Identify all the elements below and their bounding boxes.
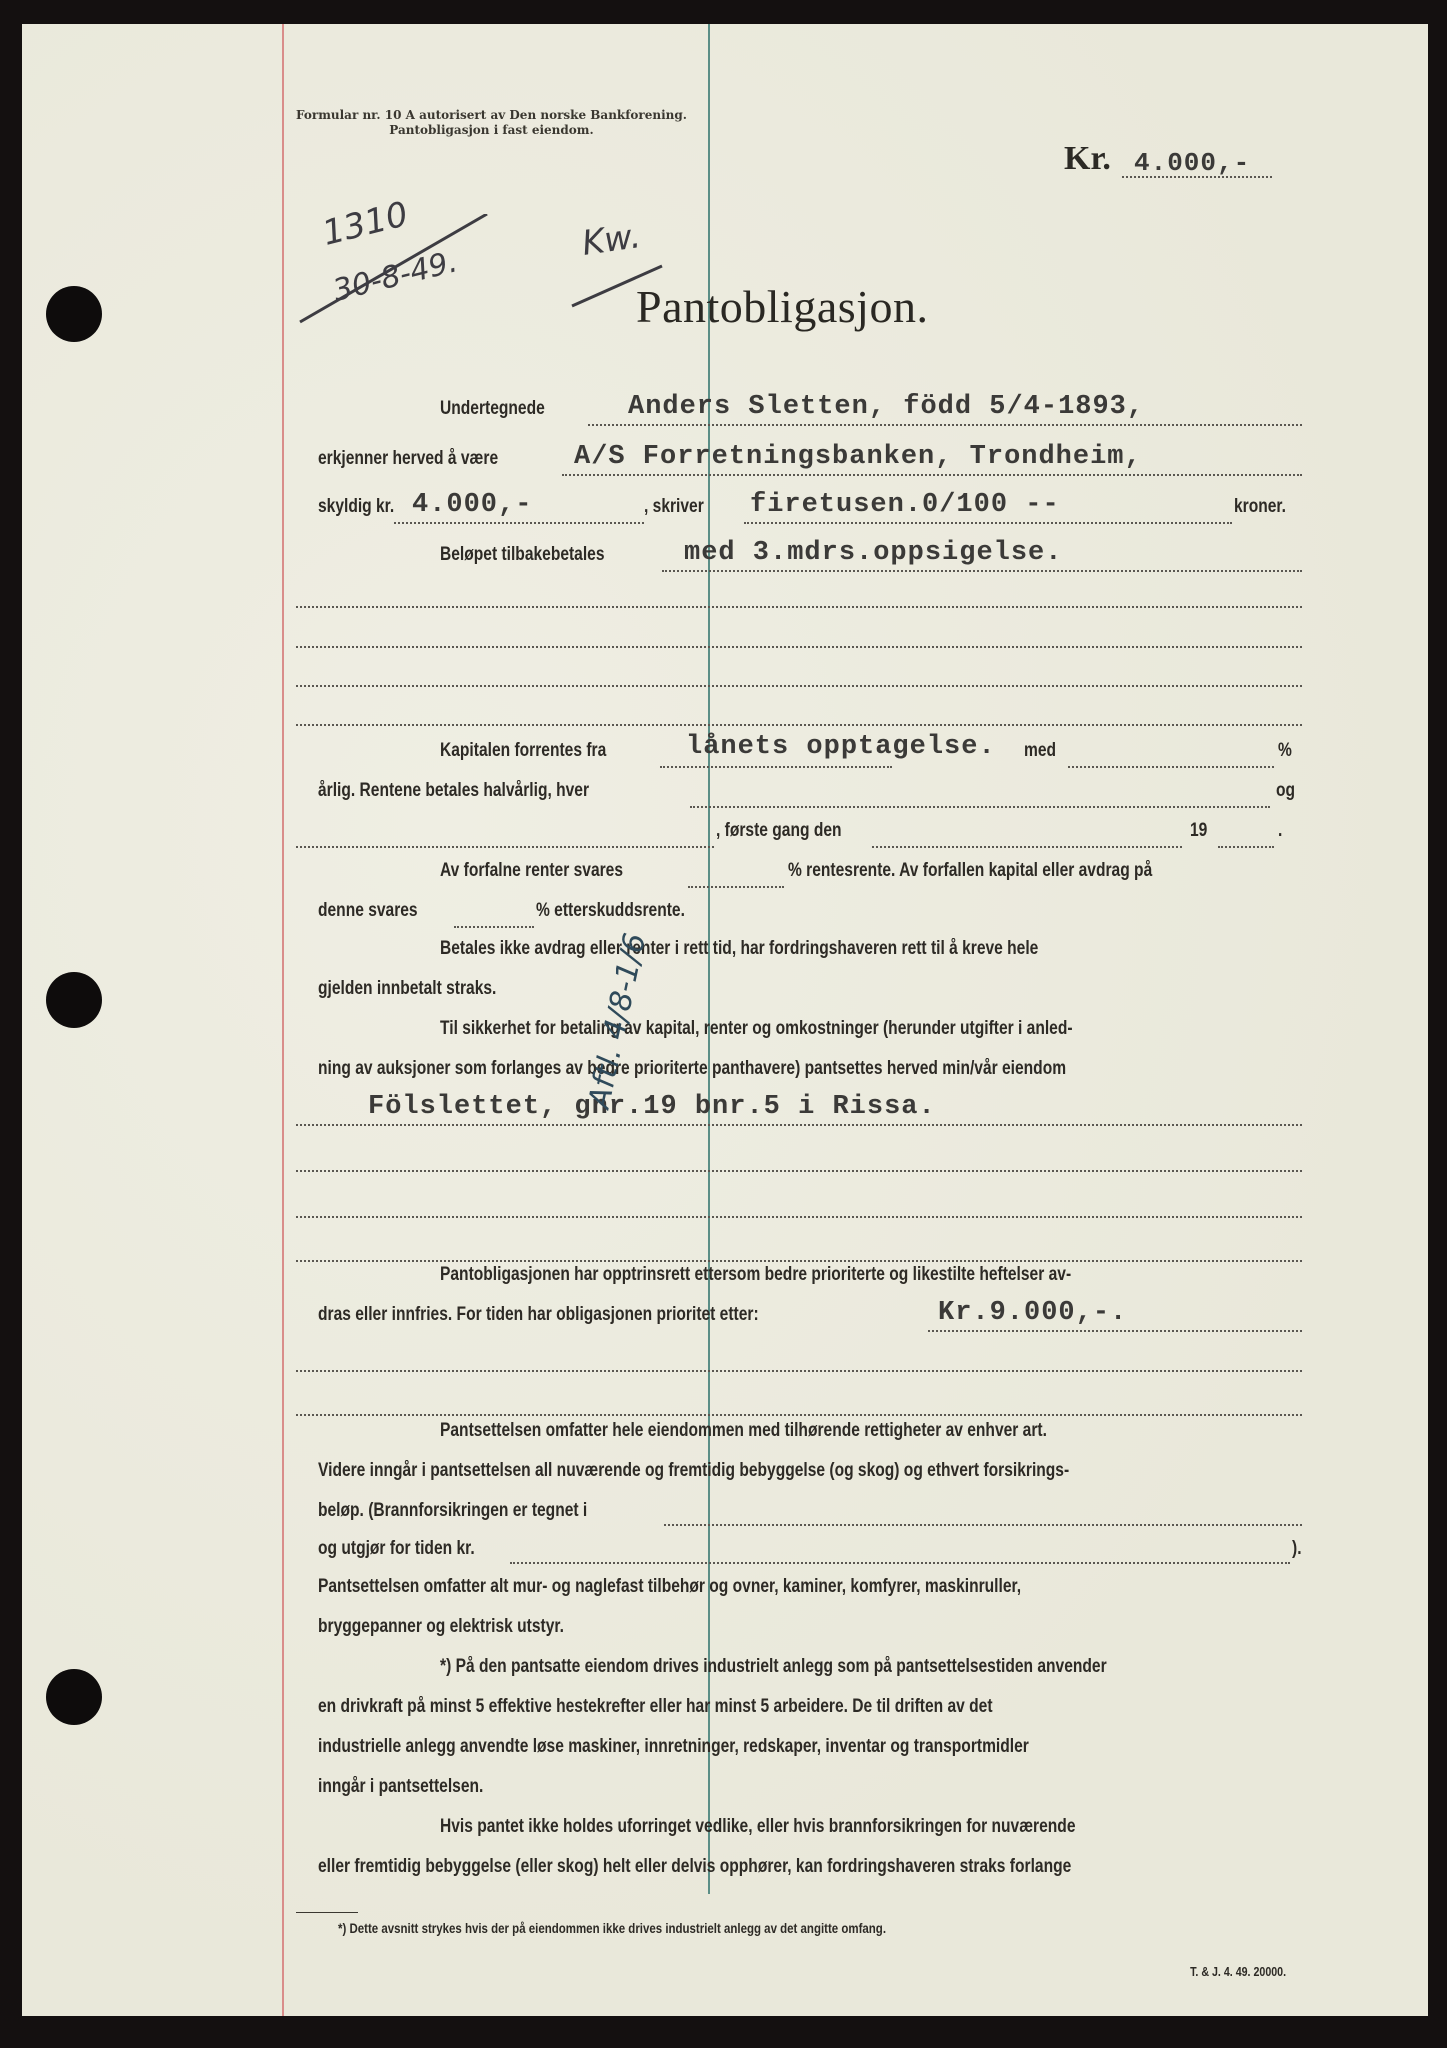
blank-line[interactable]: [296, 724, 1302, 726]
industri-line-3: industrielle anlegg anvendte løse maskiner, innretninger, redskaper, inventar og transportmidler: [318, 1736, 1029, 1757]
forste-gang-date-line[interactable]: [872, 846, 1182, 848]
forfalne-label-b: % rentesrente. Av forfallen kapital eller avdrag på: [788, 860, 1153, 881]
mur-line-1: Pantsettelsen omfatter alt mur- og naglefast tilbehør og ovner, kaminer, komfyrer, maskinruller,: [318, 1576, 1022, 1597]
form-note-line-2: Pantobligasjon i fast eiendom.: [389, 123, 594, 137]
form-note: [296, 108, 687, 138]
undertegnede-label: Undertegnede: [440, 398, 545, 419]
utgjor-label: og utgjør for tiden kr.: [318, 1538, 475, 1559]
footnote: *) Dette avsnitt strykes hvis der på eiendommen ikke drives industrielt anlegg av det angitte omfang.: [338, 1920, 887, 1936]
med-label: med: [1024, 740, 1057, 761]
year-prefix: 19: [1190, 820, 1208, 841]
mur-line-2: bryggepanner og elektrisk utstyr.: [318, 1616, 564, 1637]
etterskudd-line[interactable]: [454, 926, 534, 928]
skyldig-label: skyldig kr.: [318, 496, 395, 517]
opptrinsrett-line-2: dras eller innfries. For tiden har obligasjonen prioritet etter:: [318, 1304, 759, 1325]
tilbakebetales-label: Beløpet tilbakebetales: [440, 544, 605, 565]
tilbakebetales-value[interactable]: med 3.mdrs.oppsigelse.: [684, 538, 1063, 568]
blank-line[interactable]: [296, 1260, 1302, 1262]
vedlike-line-1: Hvis pantet ikke holdes uforringet vedlike, eller hvis brannforsikringen for nuværende: [440, 1816, 1076, 1837]
omfatter-line-2: Videre inngår i pantsettelsen all nuværende og fremtidig bebyggelse (og skog) og ethvert forsikrings-: [318, 1460, 1070, 1481]
blank-line[interactable]: [296, 1170, 1302, 1172]
handwritten-reg-number: 1310: [318, 194, 413, 254]
denne-label-b: % etterskuddsrente.: [536, 900, 685, 921]
printer-mark: T. & J. 4. 49. 20000.: [1189, 1964, 1286, 1979]
industri-line-4: inngår i pantsettelsen.: [318, 1776, 484, 1797]
forste-gang-label: , første gang den: [716, 820, 842, 841]
period: .: [1278, 820, 1283, 841]
punch-hole-icon: [46, 1669, 102, 1725]
skriver-line: [744, 522, 1232, 524]
form-note-line-1: Formular nr. 10 A autorisert av Den norske Bankforening.: [296, 108, 687, 122]
skyldig-value[interactable]: 4.000,-: [412, 490, 533, 520]
skriver-label: , skriver: [644, 496, 704, 517]
denne-label: denne svares: [318, 900, 418, 921]
eiendom-value[interactable]: Fölslettet, gnr.19 bnr.5 i Rissa.: [368, 1092, 936, 1122]
amount-value: 4.000,-: [1134, 148, 1251, 178]
kapitalen-value[interactable]: lånets opptagelse.: [686, 732, 996, 762]
utgjor-line[interactable]: [510, 1562, 1290, 1564]
eiendom-line: [296, 1124, 1302, 1126]
percent-sign: %: [1278, 740, 1292, 761]
sikkerhet-line-2: ning av auksjoner som forlanges av bedre prioriterte panthavere) pantsettes herved min/vår eiendom: [318, 1058, 1067, 1079]
handwritten-date: 30-8-49.: [329, 244, 461, 309]
prioritet-value[interactable]: Kr.9.000,-.: [938, 1298, 1128, 1328]
betales-line-2: gjelden innbetalt straks.: [318, 978, 497, 999]
amount-label: Kr.: [1064, 140, 1111, 177]
brann-label: beløp. (Brannforsikringen er tegnet i: [318, 1500, 588, 1521]
prioritet-line: [928, 1330, 1302, 1332]
rentesrente-line[interactable]: [688, 886, 784, 888]
year-line[interactable]: [1218, 846, 1274, 848]
vedlike-line-2: eller fremtidig bebyggelse (eller skog) helt eller delvis opphører, kan fordringshaveren straks forlange: [318, 1856, 1072, 1877]
forste-gang-pre-line[interactable]: [296, 846, 714, 848]
brann-line[interactable]: [664, 1524, 1302, 1526]
blank-line[interactable]: [296, 685, 1302, 687]
red-margin-line: [282, 24, 284, 2016]
blank-line[interactable]: [296, 646, 1302, 648]
opptrinsrett-line-1: Pantobligasjonen har opptrinsrett ettersom bedre prioriterte og likestilte heftelser av-: [440, 1264, 1072, 1285]
document-page: [22, 24, 1428, 2016]
forfalne-label: Av forfalne renter svares: [440, 860, 624, 881]
undertegnede-value[interactable]: Anders Sletten, född 5/4-1893,: [628, 392, 1145, 422]
og-label: og: [1276, 780, 1296, 801]
blank-line[interactable]: [296, 1370, 1302, 1372]
industri-line-2: en drivkraft på minst 5 effektive hestekrefter eller har minst 5 arbeidere. De til driften av det: [318, 1696, 993, 1717]
blank-line[interactable]: [296, 1216, 1302, 1218]
footnote-rule: [296, 1912, 358, 1913]
page-title: Pantobligasjon.: [636, 281, 929, 332]
handwritten-initials: Kw.: [579, 216, 644, 264]
kroner-label: kroner.: [1234, 496, 1286, 517]
erkjenner-line: [562, 474, 1302, 476]
blank-line[interactable]: [296, 1414, 1302, 1416]
punch-hole-icon: [46, 972, 102, 1028]
tilbakebetales-line: [662, 570, 1302, 572]
omfatter-line-1: Pantsettelsen omfatter hele eiendommen med tilhørende rettigheter av enhver art.: [440, 1420, 1047, 1441]
industri-line-1: *) På den pantsatte eiendom drives industrielt anlegg som på pantsettelsestiden anvender: [440, 1656, 1107, 1677]
utgjor-end: ).: [1292, 1538, 1302, 1559]
handwritten-margin-annotation: Aftl. 4/8-1/6: [582, 930, 654, 1112]
sikkerhet-line-1: Til sikkerhet for betaling av kapital, renter og omkostninger (herunder utgifter i anled-: [440, 1018, 1073, 1039]
undertegnede-line: [588, 424, 1302, 426]
renter-label: årlig. Rentene betales halvårlig, hver: [318, 780, 590, 801]
betales-line-1: Betales ikke avdrag eller renter i rett tid, har fordringshaveren rett til å kreve hele: [440, 938, 1039, 959]
renter-line[interactable]: [690, 806, 1270, 808]
kapitalen-line: [660, 766, 892, 768]
erkjenner-value[interactable]: A/S Forretningsbanken, Trondheim,: [574, 442, 1142, 472]
rate-line[interactable]: [1068, 766, 1274, 768]
blank-line[interactable]: [296, 606, 1302, 608]
skyldig-line: [394, 522, 644, 524]
punch-hole-icon: [46, 286, 102, 342]
skriver-value[interactable]: firetusen.0/100 --: [750, 490, 1060, 520]
erkjenner-label: erkjenner herved å være: [318, 448, 499, 469]
kapitalen-label: Kapitalen forrentes fra: [440, 740, 607, 761]
